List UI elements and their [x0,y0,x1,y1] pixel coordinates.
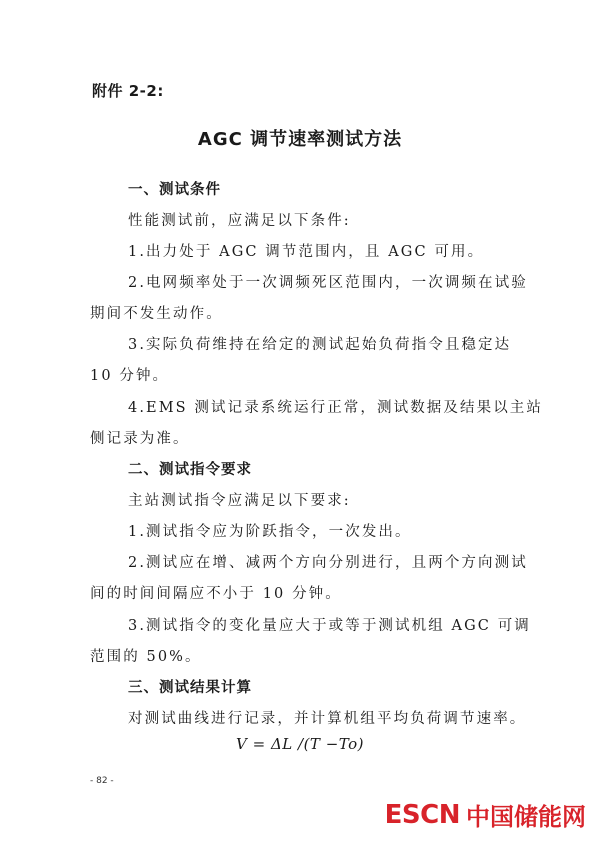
paragraph-line: 间的时间间隔应不小于 10 分钟。 [90,586,342,602]
paragraph-line: 性能测试前，应满足以下条件: [128,213,351,229]
paragraph-line: 3.实际负荷维持在给定的测试起始负荷指令且稳定达 [128,337,512,353]
page-number: - 82 - [90,776,114,786]
paragraph-line: 1.出力处于 AGC 调节范围内，且 AGC 可用。 [128,244,485,260]
section-heading-result-calculation: 三、测试结果计算 [128,680,252,696]
paragraph-line: 主站测试指令应满足以下要求: [128,493,351,509]
annex-label: 附件 2-2: [92,82,164,100]
section-heading-test-conditions: 一、测试条件 [128,182,221,198]
section-heading-test-instructions: 二、测试指令要求 [128,462,252,478]
paragraph-line: 2.电网频率处于一次调频死区范围内，一次调频在试验 [128,275,528,291]
paragraph-line: 10 分钟。 [90,368,170,384]
paragraph-line: 期间不发生动作。 [90,306,223,322]
paragraph-line: 2.测试应在增、减两个方向分别进行，且两个方向测试 [128,555,528,571]
watermark-cjk: 中国储能网 [466,803,586,831]
paragraph-line: 1.测试指令应为阶跃指令，一次发出。 [128,524,412,540]
watermark-latin: ESCN [384,799,460,830]
paragraph-line: 3.测试指令的变化量应大于或等于测试机组 AGC 可调 [128,618,531,634]
paragraph-line: 对测试曲线进行记录，并计算机组平均负荷调节速率。 [128,711,527,727]
paragraph-line: 侧记录为准。 [90,431,190,447]
paragraph-line: 4.EMS 测试记录系统运行正常，测试数据及结果以主站 [128,400,544,416]
escn-watermark-logo [385,797,586,832]
paragraph-line: 范围的 50%。 [90,649,202,665]
document-title: AGC 调节速率测试方法 [197,129,403,150]
rate-formula: V = ΔL /(T −To) [236,735,364,753]
